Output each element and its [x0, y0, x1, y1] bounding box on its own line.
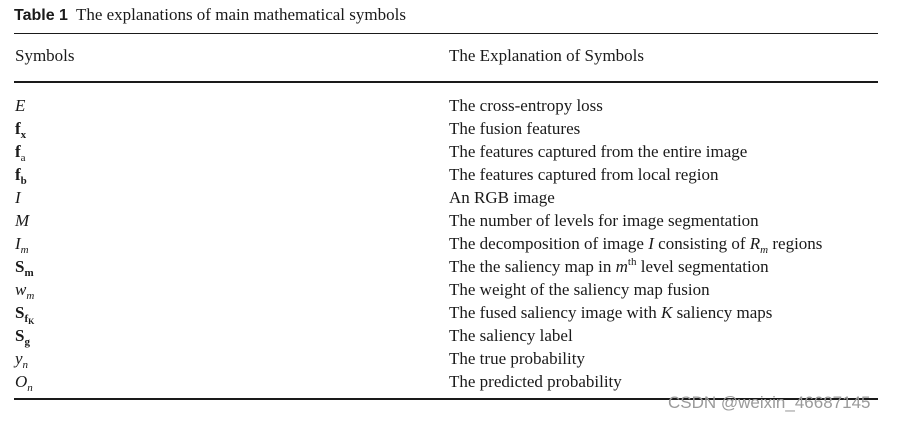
symbol-cell: [15, 324, 30, 347]
table-row: [0, 209, 915, 232]
explanation-text: The fused saliency image with: [449, 303, 661, 322]
table-label: Table 1: [14, 7, 68, 24]
explanation-variable: m: [615, 257, 628, 276]
symbol-cell: [15, 94, 25, 117]
explanation-cell: [449, 232, 822, 255]
table-row: [0, 140, 915, 163]
explanation-cell: The weight of the saliency map fusion: [449, 280, 710, 299]
symbol-base: S: [15, 326, 25, 345]
symbol-base: M: [15, 211, 30, 230]
table-row: [0, 301, 915, 324]
symbol-cell: [15, 232, 29, 255]
symbol-cell: [15, 140, 26, 163]
symbol-base: E: [15, 96, 26, 115]
symbol-base: f: [15, 119, 21, 138]
symbol-cell: [15, 163, 27, 186]
symbol-cell: [15, 370, 33, 393]
explanation-cell: The true probability: [449, 349, 585, 368]
table-row: [0, 278, 915, 301]
symbol-base: S: [15, 257, 25, 276]
symbol-subscript: n: [22, 359, 29, 371]
explanation-text: level segmentation: [636, 257, 769, 276]
symbol-cell: [15, 347, 28, 370]
explanation-cell: The number of levels for image segmentation: [449, 211, 759, 230]
explanation-cell: [449, 255, 769, 278]
symbol-cell: [15, 209, 29, 232]
table-row: [0, 324, 915, 347]
symbol-base: f: [15, 142, 21, 161]
symbol-subscript: m: [24, 267, 34, 279]
explanation-text: regions: [768, 234, 823, 253]
symbol-subscript: m: [26, 290, 35, 302]
table-row: [0, 255, 915, 278]
explanation-cell: The cross-entropy loss: [449, 96, 603, 115]
symbol-base: O: [15, 372, 28, 391]
symbol-base: I: [15, 234, 21, 253]
explanation-text: The decomposition of image: [449, 234, 649, 253]
symbol-subscript: g: [24, 336, 30, 348]
header-explanation: The Explanation of Symbols: [449, 46, 645, 65]
explanation-variable: K: [660, 303, 673, 322]
table-row: [0, 117, 915, 140]
symbol-subscript: m: [20, 244, 29, 256]
symbol-base: S: [15, 303, 25, 322]
header-rule: [14, 81, 878, 83]
table-row: [0, 232, 915, 255]
table-title: The explanations of main mathematical symbols: [75, 5, 406, 24]
table-body: [0, 94, 915, 393]
symbol-base: y: [15, 349, 23, 368]
symbol-cell: [15, 278, 34, 301]
table-caption: [14, 5, 406, 25]
explanation-subscript: m: [760, 244, 769, 256]
symbol-cell: [15, 255, 34, 278]
symbol-base: I: [15, 188, 21, 207]
table-row: [0, 186, 915, 209]
explanation-cell: The predicted probability: [449, 372, 622, 391]
explanation-cell: An RGB image: [449, 188, 555, 207]
explanation-text: saliency maps: [672, 303, 773, 322]
symbol-cell: [15, 186, 21, 209]
explanation-text: The the saliency map in: [449, 257, 616, 276]
top-rule: [14, 33, 878, 34]
explanation-cell: The features captured from the entire image: [449, 142, 748, 161]
symbol-subscript: n: [27, 382, 33, 394]
explanation-cell: The features captured from local region: [449, 165, 719, 184]
symbol-base: w: [15, 280, 27, 299]
symbol-subscript: x: [20, 129, 27, 141]
table-row: [0, 347, 915, 370]
table-row: [0, 94, 915, 117]
explanation-superscript: th: [627, 256, 637, 268]
symbol-subscript: b: [20, 175, 27, 187]
explanation-cell: The saliency label: [449, 326, 573, 345]
explanation-cell: The fusion features: [449, 119, 581, 138]
symbol-base: f: [15, 165, 21, 184]
symbol-cell: [15, 301, 34, 324]
explanation-cell: [449, 301, 772, 324]
explanation-variable: R: [749, 234, 761, 253]
symbol-cell: [15, 117, 26, 140]
explanation-variable: I: [648, 234, 654, 253]
header-symbols: Symbols: [15, 46, 75, 65]
symbol-sub-subscript: K: [28, 317, 35, 326]
symbol-subscript: a: [20, 152, 26, 164]
table-row: [0, 163, 915, 186]
table-row: [0, 370, 915, 393]
symbol-subscript-base: f: [24, 313, 29, 325]
watermark: CSDN @weixin_46687145: [668, 393, 871, 412]
explanation-text: consisting of: [653, 234, 750, 253]
